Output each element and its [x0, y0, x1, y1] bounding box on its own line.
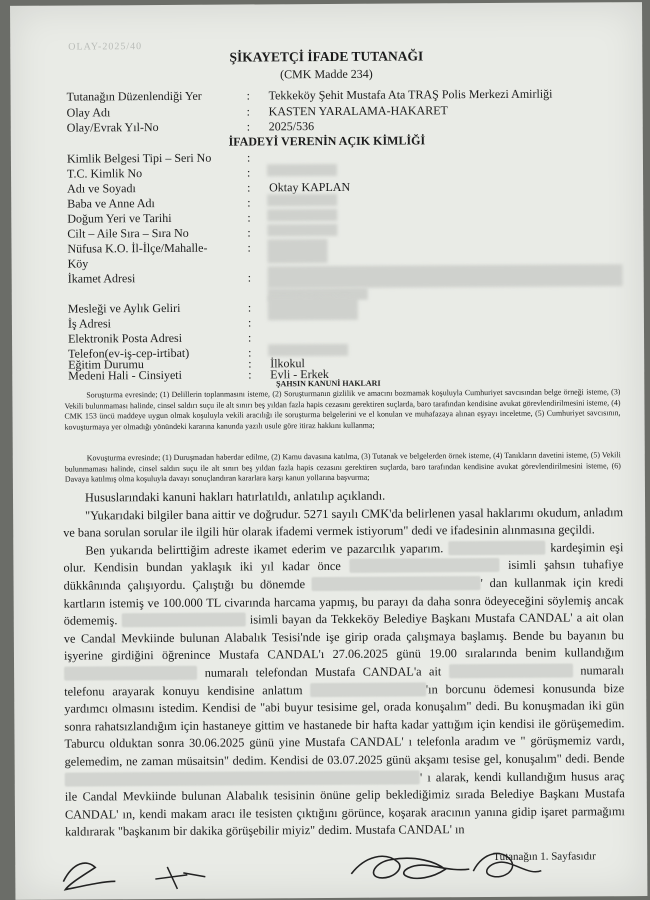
field-colon: : [246, 150, 251, 165]
statement-text: isimli bayan da Tekkeköy Belediye Başkanı Mustafa CANDAL' a ait olan ve Candal Mevkiinde bulunan Alabalık Tesisi'nde işe girip orada çalışmaya başlamış. Bende bu bayanın bu işyerine girdiğini öğrenince Mustafa CANDAL'ı 27.06.2025 günü 19.00 sıralarında benim kullandığım [63, 610, 625, 663]
field-label: Adı ve Soyadı [67, 181, 136, 196]
field-colon: : [246, 104, 251, 119]
field-label: Elektronik Posta Adresi [67, 330, 183, 346]
redacted-text [448, 540, 546, 555]
field-label: T.C. Kimlik No [66, 166, 143, 181]
page-footer: Tutanağın 1. Sayfasıdır [493, 850, 596, 863]
field-label: Köy [67, 256, 89, 271]
field-colon: : [247, 240, 251, 255]
faded-stamp: OLAY-2025/40 [68, 41, 143, 53]
statement-text: Ben yukarıda belirttiğim adreste ikamet ederim ve pazarcılık yaparım. [85, 541, 444, 558]
redacted-text [65, 770, 420, 786]
field-colon: : [247, 300, 252, 315]
field-label: Nüfusa K.O. İl-İlçe/Mahalle- [67, 240, 208, 256]
document-subtitle: (CMK Madde 234) [280, 66, 373, 82]
field-colon: : [246, 165, 251, 180]
field-label: Doğum Yeri ve Tarihi [67, 210, 172, 226]
redacted-field [268, 296, 358, 321]
rights-prosecution: Kovuşturma evresinde; (1) Duruşmadan haberdar edilme, (2) Kamu davasına katılma, (3) Tutanak ve belgelerden örnek isteme, (4) Tanıkların davetini isteme, (5) Vekili bulunmaması halinde, cinsel saldırı suçu ile alt sınırı beş yıldan fazla hapis cezasını gerektiren suçlarda, baro tarafından kendisine avukat görevlendirilmesini isteme, (6) Davaya katılmış olma koşuluyla davayı sonuçlandıran kararlara karşı kanun yollarına başvurma; [64, 450, 621, 484]
statement-text: ' dan kullanmak için kredi kartların istemiş ve 100.000 TL civarında harcama yapmış, bu parayı da daha sonra ödeyeceğini söylemiş ancak ödememiş. [63, 575, 624, 628]
field-label: İkamet Adresi [67, 271, 136, 286]
document-page [10, 2, 647, 900]
field-label: Telefon(ev-iş-cep-irtibat) [68, 345, 190, 361]
field-label: Kimlik Belgesi Tipi – Seri No [66, 150, 212, 166]
field-row [11, 86, 643, 104]
field-label: Cilt – Aile Sıra – Sıra No [67, 225, 189, 241]
field-label: Mesleği ve Aylık Geliri [67, 300, 181, 316]
rights-title: ŞAHSIN KANUNİ HAKLARI [276, 378, 381, 389]
redacted-text [449, 663, 573, 678]
field-colon: : [248, 356, 252, 371]
redacted-text [312, 576, 481, 591]
field-label: Olay Adı [66, 105, 111, 120]
field-colon: : [247, 270, 252, 285]
redacted-text [310, 682, 426, 697]
redacted-field [267, 239, 327, 263]
statement-text: numaralı telefondan Mustafa CANDAL'a ait [204, 664, 442, 680]
field-label: Olay/Evrak Yıl-No [66, 120, 159, 135]
redacted-text [349, 558, 500, 573]
document-title: ŞİKAYETÇİ İFADE TUTANAĞI [229, 48, 424, 65]
field-colon: : [247, 315, 252, 330]
field-colon: : [247, 225, 251, 240]
statement-paragraph: "Yukarıdaki bilgiler bana aittir ve doğrudur. 5271 sayılı CMK'da belirlenen yasal haklarımı okudum, anladım ve bana sorulan sorular ile ilgili hür olarak ifademi vermek istiyorum" dedi ve ifadesinin alınmasına geçildi. [63, 504, 624, 540]
redacted-field [268, 344, 348, 356]
field-value: Tekkeköy Şehit Mustafa Ata TRAŞ Polis Merkezi Amirliği [268, 86, 553, 103]
field-colon: : [247, 195, 251, 210]
redacted-field [268, 264, 623, 288]
rights-investigation: Soruşturma evresinde; (1) Delillerin toplanmasını isteme, (2) Soruşturmanın gizlilik ve amacını bozmamak koşuluyla Cumhuriyet savcısından belge örneği isteme, (3) Vekili bulunmaması halinde, cinsel saldırı suçu ile alt sınırı beş yıldan fazla hapis cezasını gerektiren suçlarda, baro tarafından kendisine avukat görevlendirilmesini isteme, (4) CMK 153 üncü maddeye uygun olmak koşuluyla vekili aracılığı ile soruşturma belgelerini ve el konulan ve muhafazaya alınan eşyayı inceletme, (5) Cumhuriyet savcısının, kovuşturmaya yer olmadığı yönündeki kararına kanunda yazılı usule göre itiraz hakkını kullanma; [64, 387, 621, 432]
field-value: İlkokul [270, 356, 305, 371]
statement-text: numaralı telefonu arayarak konuyu kendisine anlattım [64, 663, 625, 699]
signature-right [467, 841, 547, 891]
field-label: Eğitim Durumu [68, 357, 144, 372]
statement-text: ' ı alarak, kendi kullandığım husus araç ile Candal Mevkiinde bulunan Alabalık tesisinin önüne gelip beklediğimiz sırada Belediye Başkanı Mustafa CANDAL' ın, kendi makam aracı ile tesisten çıktığını görünce, koşarak aracının yanına gidip işaret parmağımı kaldırarak "başkanım bir dakika görüşebilir miyiz" dedim. Mustafa CANDAL' ın [64, 768, 625, 839]
signature-left [55, 851, 225, 896]
field-colon: : [247, 180, 251, 195]
field-colon: : [246, 119, 251, 134]
field-label: Medeni Hali - Cinsiyeti [68, 367, 182, 383]
field-value: Oktay KAPLAN [269, 179, 351, 195]
statement-text: kardeşimin eşi olur. Kendisin bundan yaklaşık iki yıl kadar önce [63, 539, 624, 575]
statement-text: isimli şahsın tuhafiye dükkânında çalışıyordu. Çalıştığı bu dönemde [63, 557, 624, 593]
signature-middle [345, 841, 475, 892]
redacted-field [267, 194, 337, 206]
redacted-text [121, 613, 245, 628]
field-label: Baba ve Anne Adı [67, 196, 155, 211]
identity-section-title: İFADEYİ VERENİN AÇIK KİMLİĞİ [228, 133, 426, 149]
statement-body [63, 486, 625, 841]
field-colon: : [247, 330, 252, 345]
statement-paragraph [63, 539, 625, 842]
field-value: Evli - Erkek [270, 366, 329, 382]
redacted-text [64, 666, 197, 681]
field-colon: : [248, 345, 252, 360]
statement-paragraph: Hususlarındaki kanuni hakları hatırlatıldı, anlatılıp açıklandı. [84, 488, 386, 505]
field-colon: : [247, 210, 251, 225]
statement-text: 'ın borcunu ödemesi konusunda bize yardımcı olmasını istedim. Kendisi de "abi buyur tesisime gel, orada konuşalım" dedi. Bu konuşmadan iki gün sonra rahatsızlandığım için hastaneye gittim ve hastanede bir hafta kadar yattığım için kendisi ile görüşemedim. Taburcu olduktan sonra 30.06.2025 günü yine Mustafa CANDAL' ı telefonla aradım ve " görüşmemiz vardı, gelemedim, ne zaman müsaitsin" dedim. Kendisi de 03.07.2025 günü akşamı tesise gel, konuşalım" dedi. Bende [64, 680, 625, 769]
field-value: 2025/536 [268, 119, 315, 134]
field-value: KASTEN YARALAMA-HAKARET [268, 103, 448, 119]
field-colon: : [246, 88, 250, 103]
field-label: Tutanağın Düzenlendiği Yer [66, 88, 202, 104]
redacted-field [267, 209, 337, 221]
field-colon: : [248, 367, 252, 382]
redacted-field [267, 224, 337, 236]
redacted-field [267, 164, 337, 176]
field-label: İş Adresi [67, 316, 111, 331]
